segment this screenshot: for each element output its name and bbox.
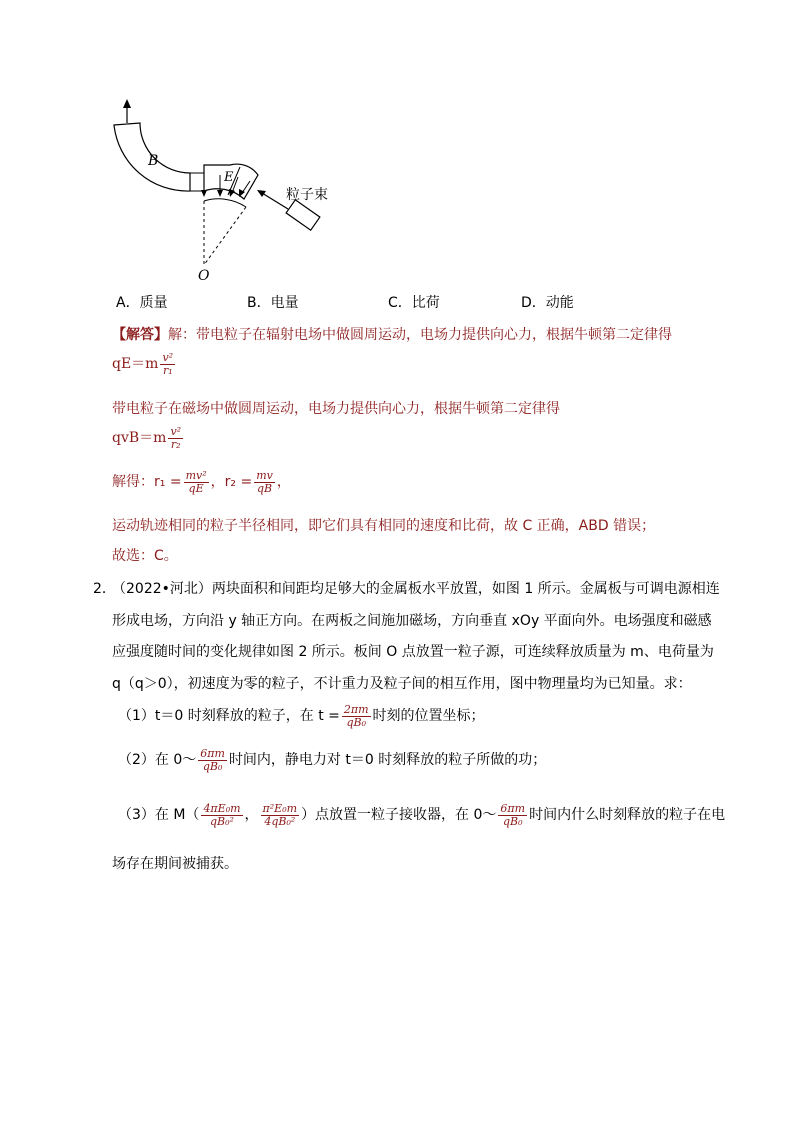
q2-sub-3 — [118, 803, 725, 827]
solution-text-1: 解：带电粒子在辐射电场中做圆周运动，电场力提供向心力，根据牛顿第二定律得 — [168, 327, 672, 343]
question-number: 2． — [93, 581, 116, 597]
option-c: C．比荷 — [388, 295, 440, 311]
eq2-lhs: qvB＝m — [112, 430, 167, 447]
sub3-f2-den: 4qB₀² — [264, 814, 296, 828]
eq1-den: r₁ — [162, 363, 173, 377]
solve-prefix: 解得：r₁ = — [112, 474, 182, 491]
sub3-f3-den: qB₀ — [502, 814, 523, 828]
sub1-suffix: 时刻的位置坐标； — [372, 708, 485, 725]
solve-f1-den: qE — [188, 481, 204, 495]
solve-fraction-1 — [184, 470, 209, 494]
sub3-prefix: （3）在 M（ — [118, 807, 200, 824]
sub3-mid: ）点放置一粒子接收器，在 0～ — [301, 807, 497, 824]
solution-line-3: 运动轨迹相同的粒子半径相同，即它们具有相同的速度和比荷，故 C 正确，ABD 错误； — [112, 518, 656, 534]
sub1-fraction — [342, 704, 371, 728]
sub1-num: 2πm — [343, 703, 369, 716]
solve-f2-den: qB — [256, 481, 273, 495]
solve-fraction-2 — [254, 470, 275, 494]
field-arrow-head-2 — [217, 190, 223, 197]
q2-line-3: 应强度随时间的变化规律如图 2 所示。板间 O 点放置一粒子源，可连续释放质量为 m、电荷量为 — [112, 644, 714, 660]
sub2-den: qB₀ — [202, 759, 223, 773]
equation-2 — [112, 426, 185, 450]
label-o: O — [198, 268, 210, 284]
beam-source — [286, 200, 320, 230]
radius-dashed-2 — [204, 207, 246, 265]
spectrometer-figure — [100, 95, 360, 285]
sub2-suffix: 时间内，静电力对 t＝0 时刻释放的粒子所做的功； — [228, 752, 547, 769]
eq1-lhs: qE＝m — [112, 356, 159, 373]
q2-line-4: q（q＞0），初速度为零的粒子，不计重力及粒子间的相互作用，图中物理量均为已知量。求： — [112, 676, 692, 692]
option-b: B．电量 — [247, 295, 299, 311]
solve-f2-num: mv — [256, 469, 273, 482]
sub3-f2-num: π²E₀m — [262, 802, 298, 815]
eq1-num: v² — [162, 351, 174, 364]
eq2-den: r₂ — [170, 437, 181, 451]
equation-1 — [112, 352, 177, 376]
beam-arrow-head — [257, 190, 266, 197]
label-beam: 粒子束 — [286, 187, 328, 203]
sub2-num: 6πm — [200, 747, 225, 760]
label-e: E — [224, 170, 234, 185]
field-arrow-head-1 — [201, 190, 207, 197]
exit-arrow-head — [123, 99, 131, 108]
label-b: B — [148, 153, 159, 169]
q2-sub-2 — [118, 748, 546, 772]
sub3-fraction-3 — [498, 803, 527, 827]
eq1-fraction — [160, 352, 175, 376]
q2-line-1: （2022•河北）两块面积和间距均足够大的金属板水平放置，如图 1 所示。金属板与可调电源相连 — [112, 581, 720, 597]
sub3-f1-num: 4πE₀m — [203, 802, 241, 815]
solve-f1-num: mv² — [185, 469, 207, 482]
solve-end: ， — [276, 474, 291, 491]
q2-sub-3-line-2: 场存在期间被捕获。 — [112, 856, 238, 872]
sub3-fraction-1 — [201, 803, 242, 827]
beam-arrow — [262, 193, 288, 209]
sub3-f1-den: qB₀² — [210, 814, 234, 828]
q2-line-2: 形成电场，方向沿 y 轴正方向。在两板之间施加磁场，方向垂直 xOy 平面向外。电场强度和磁感 — [112, 613, 712, 629]
sub3-comma: ， — [244, 807, 259, 824]
solution-tag: 【解答】 — [112, 327, 168, 343]
q2-sub-1 — [118, 704, 485, 728]
sub3-fraction-2 — [261, 803, 300, 827]
sub1-den: qB₀ — [346, 715, 366, 729]
sub2-prefix: （2）在 0～ — [118, 752, 197, 769]
eq2-fraction — [168, 426, 183, 450]
sub3-f3-num: 6πm — [500, 802, 526, 815]
solution-line-1 — [112, 324, 672, 344]
sub2-fraction — [198, 748, 227, 772]
solution-line-2: 带电粒子在磁场中做圆周运动，电场力提供向心力，根据牛顿第二定律得 — [112, 401, 560, 417]
option-d: D．动能 — [521, 295, 574, 311]
solve-line — [112, 470, 291, 494]
inner-arc — [204, 199, 246, 207]
eq2-num: v² — [170, 425, 182, 438]
sub1-prefix: （1）t＝0 时刻释放的粒子，在 t = — [118, 708, 340, 725]
solve-mid: ，r₂ = — [210, 474, 253, 491]
sub3-suffix: 时间内什么时刻释放的粒子在电 — [529, 807, 726, 824]
solution-line-4: 故选：C。 — [112, 548, 178, 564]
option-a: A．质量 — [116, 295, 168, 311]
